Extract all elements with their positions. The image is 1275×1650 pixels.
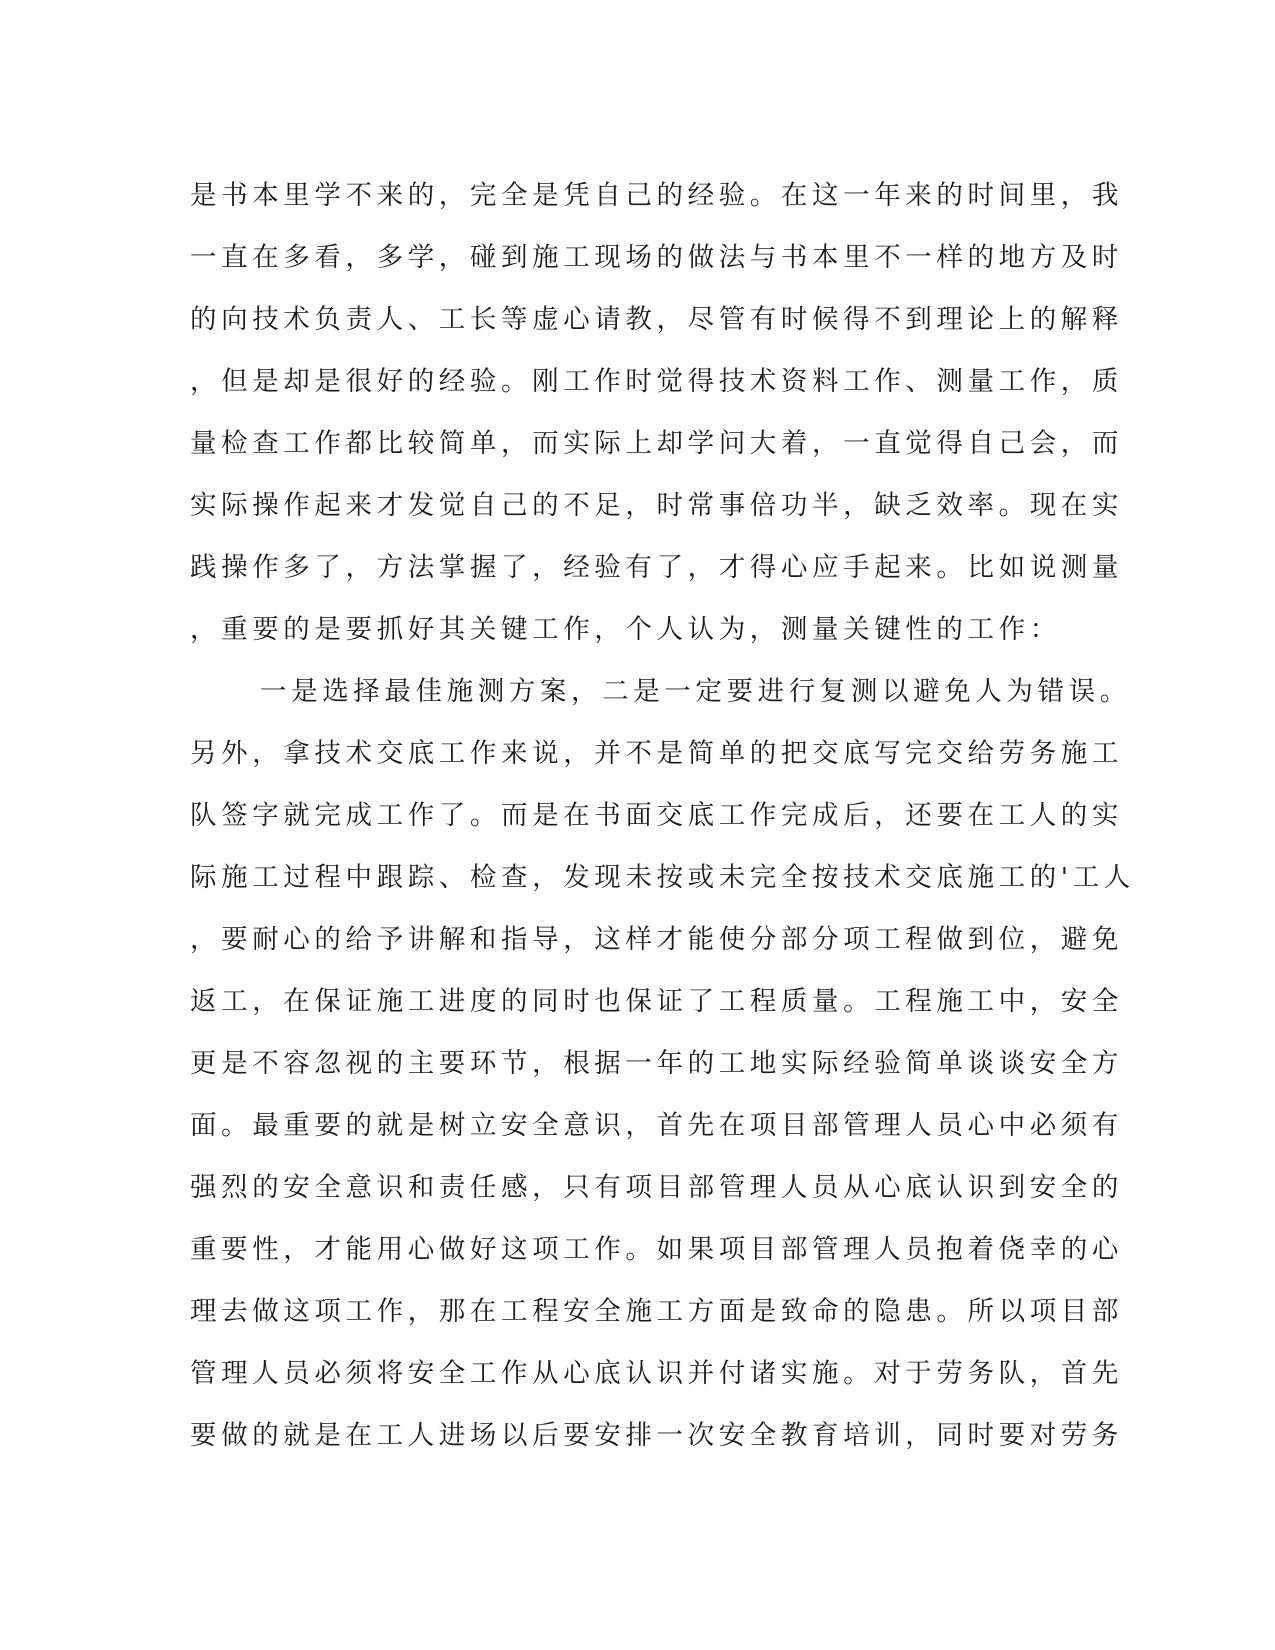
text-line: 面。最重要的就是树立安全意识，首先在项目部管理人员心中必须有: [190, 1110, 1123, 1141]
text-line: 量检查工作都比较简单，而实际上却学问大着，一直觉得自己会，而: [190, 428, 1123, 459]
text-line: ，重要的是要抓好其关键工作，个人认为，测量关键性的工作：: [190, 614, 1061, 645]
text-line: 理去做这项工作，那在工程安全施工方面是致命的隐患。所以项目部: [190, 1296, 1123, 1327]
text-line: ，要耐心的给予讲解和指导，这样才能使分部分项工程做到位，避免: [190, 924, 1123, 955]
body-text: [190, 165, 1135, 1467]
text-line: 践操作多了，方法掌握了，经验有了，才得心应手起来。比如说测量: [190, 552, 1123, 583]
text-line: 重要性，才能用心做好这项工作。如果项目部管理人员抱着侥幸的心: [190, 1234, 1123, 1265]
text-line: 队签字就完成工作了。而是在书面交底工作完成后，还要在工人的实: [190, 800, 1123, 831]
text-line: 管理人员必须将安全工作从心底认识并付诸实施。对于劳务队，首先: [190, 1358, 1123, 1389]
text-line: 要做的就是在工人进场以后要安排一次安全教育培训，同时要对劳务: [190, 1420, 1123, 1451]
text-line: 另外，拿技术交底工作来说，并不是简单的把交底写完交给劳务施工: [190, 738, 1123, 769]
text-line: 更是不容忽视的主要环节，根据一年的工地实际经验简单谈谈安全方: [190, 1048, 1123, 1079]
text-line: 实际操作起来才发觉自己的不足，时常事倍功半，缺乏效率。现在实: [190, 490, 1123, 521]
text-line: 一直在多看，多学，碰到施工现场的做法与书本里不一样的地方及时: [190, 242, 1123, 273]
text-line: 返工，在保证施工进度的同时也保证了工程质量。工程施工中，安全: [190, 986, 1123, 1017]
text-line: 是书本里学不来的，完全是凭自己的经验。在这一年来的时间里，我: [190, 180, 1123, 211]
text-line: 强烈的安全意识和责任感，只有项目部管理人员从心底认识到安全的: [190, 1172, 1123, 1203]
text-line: ，但是却是很好的经验。刚工作时觉得技术资料工作、测量工作，质: [190, 366, 1123, 397]
paragraph-start-line: 一是选择最佳施测方案，二是一定要进行复测以避免人为错误。: [260, 676, 1131, 707]
text-line: 际施工过程中跟踪、检查，发现未按或未完全按技术交底施工的'工人: [190, 862, 1135, 893]
text-line: 的向技术负责人、工长等虚心请教，尽管有时候得不到理论上的解释: [190, 304, 1123, 335]
